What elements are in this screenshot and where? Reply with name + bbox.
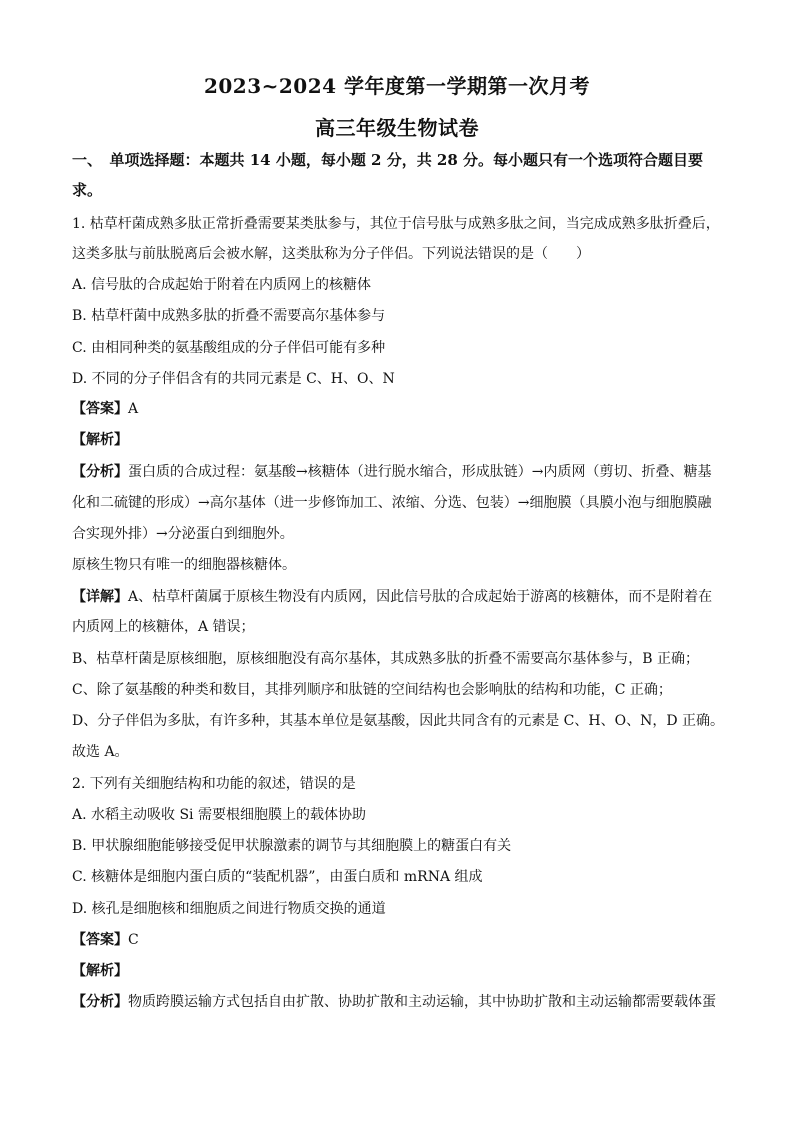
- q1-stem-line-2: 这类多肽与前肽脱离后会被水解，这类肽称为分子伴侣。下列说法错误的是（ ）: [72, 246, 590, 262]
- q1-option-c: C. 由相同种类的氨基酸组成的分子伴侣可能有多种: [72, 340, 386, 356]
- section-heading: 一、 单项选择题：本题共 14 小题，每小题 2 分，共 28 分。每小题只有一个选项符合题目要: [72, 151, 704, 169]
- q1-xiangjie-line-1: [72, 587, 732, 607]
- fenxi-text: 蛋白质的合成过程：氨基酸→核糖体（进行脱水缩合，形成肽链）→内质网（剪切、折叠、糖基: [128, 464, 712, 480]
- q1-fenxi-line-2: 化和二硫键的形成）→高尔基体（进一步修饰加工、浓缩、分选、包装）→细胞膜（具膜小泡与细胞膜融: [72, 495, 712, 511]
- fenxi-tag: 【分析】: [72, 464, 128, 480]
- fenxi-tag: 【分析】: [72, 994, 128, 1010]
- answer-value: A: [128, 401, 139, 417]
- q1-fenxi-line-3: 合实现外排）→分泌蛋白到细胞外。: [72, 526, 294, 542]
- answer-value: C: [128, 932, 139, 948]
- q2-answer: [72, 930, 732, 950]
- answer-tag: 【答案】: [72, 932, 128, 948]
- q1-option-b: B. 枯草杆菌中成熟多肽的折叠不需要高尔基体参与: [72, 308, 386, 324]
- q1-fenxi-line-4: 原核生物只有唯一的细胞器核糖体。: [72, 557, 296, 573]
- q2-analysis-tag: [72, 961, 732, 981]
- q1-xiangjie-line-2: 内质网上的核糖体，A 错误；: [72, 619, 255, 635]
- q2-stem: 2. 下列有关细胞结构和功能的叙述，错误的是: [72, 776, 356, 792]
- q2-option-d: D. 核孔是细胞核和细胞质之间进行物质交换的通道: [72, 901, 386, 917]
- answer-tag: 【答案】: [72, 401, 128, 417]
- section-heading-cont: 求。: [72, 181, 103, 199]
- q2-option-a: A. 水稻主动吸收 Si 需要根细胞膜上的载体协助: [72, 807, 366, 823]
- q1-answer: [72, 399, 732, 419]
- exam-subtitle: 高三年级生物试卷: [315, 116, 479, 140]
- q1-option-a: A. 信号肽的合成起始于附着在内质网上的核糖体: [72, 277, 372, 293]
- q2-option-b: B. 甲状腺细胞能够接受促甲状腺激素的调节与其细胞膜上的糖蛋白有关: [72, 838, 512, 854]
- analysis-tag: 【解析】: [72, 963, 128, 979]
- q2-option-c: C. 核糖体是细胞内蛋白质的“装配机器”，由蛋白质和 mRNA 组成: [72, 869, 483, 885]
- q1-conclusion: 故选 A。: [72, 744, 129, 760]
- analysis-tag: 【解析】: [72, 432, 128, 448]
- q1-analysis-tag: [72, 430, 732, 450]
- q1-xiangjie-line-5: D、分子伴侣为多肽，有许多种，其基本单位是氨基酸，因此共同含有的元素是 C、H、O、N，D 正确。: [72, 713, 724, 729]
- q1-xiangjie-line-4: C、除了氨基酸的种类和数目，其排列顺序和肽链的空间结构也会影响肽的结构和功能，C 正确；: [72, 682, 672, 698]
- q1-xiangjie-line-3: B、枯草杆菌是原核细胞，原核细胞没有高尔基体，其成熟多肽的折叠不需要高尔基体参与，B 正确；: [72, 651, 700, 667]
- q2-fenxi-line-1: [72, 992, 732, 1012]
- q1-option-d: D. 不同的分子伴侣含有的共同元素是 C、H、O、N: [72, 371, 395, 387]
- xiangjie-tag: 【详解】: [72, 589, 128, 605]
- xiangjie-text: A、枯草杆菌属于原核生物没有内质网，因此信号肽的合成起始于游离的核糖体，而不是附着在: [128, 589, 713, 605]
- q1-stem-line-1: 1. 枯草杆菌成熟多肽正常折叠需要某类肽参与，其位于信号肽与成熟多肽之间，当完成成熟多肽折叠后，: [72, 216, 720, 232]
- q1-fenxi-line-1: [72, 462, 732, 482]
- exam-title: 2023~2024 学年度第一学期第一次月考: [203, 74, 591, 98]
- fenxi-text: 物质跨膜运输方式包括自由扩散、协助扩散和主动运输，其中协助扩散和主动运输都需要载体蛋: [128, 994, 716, 1010]
